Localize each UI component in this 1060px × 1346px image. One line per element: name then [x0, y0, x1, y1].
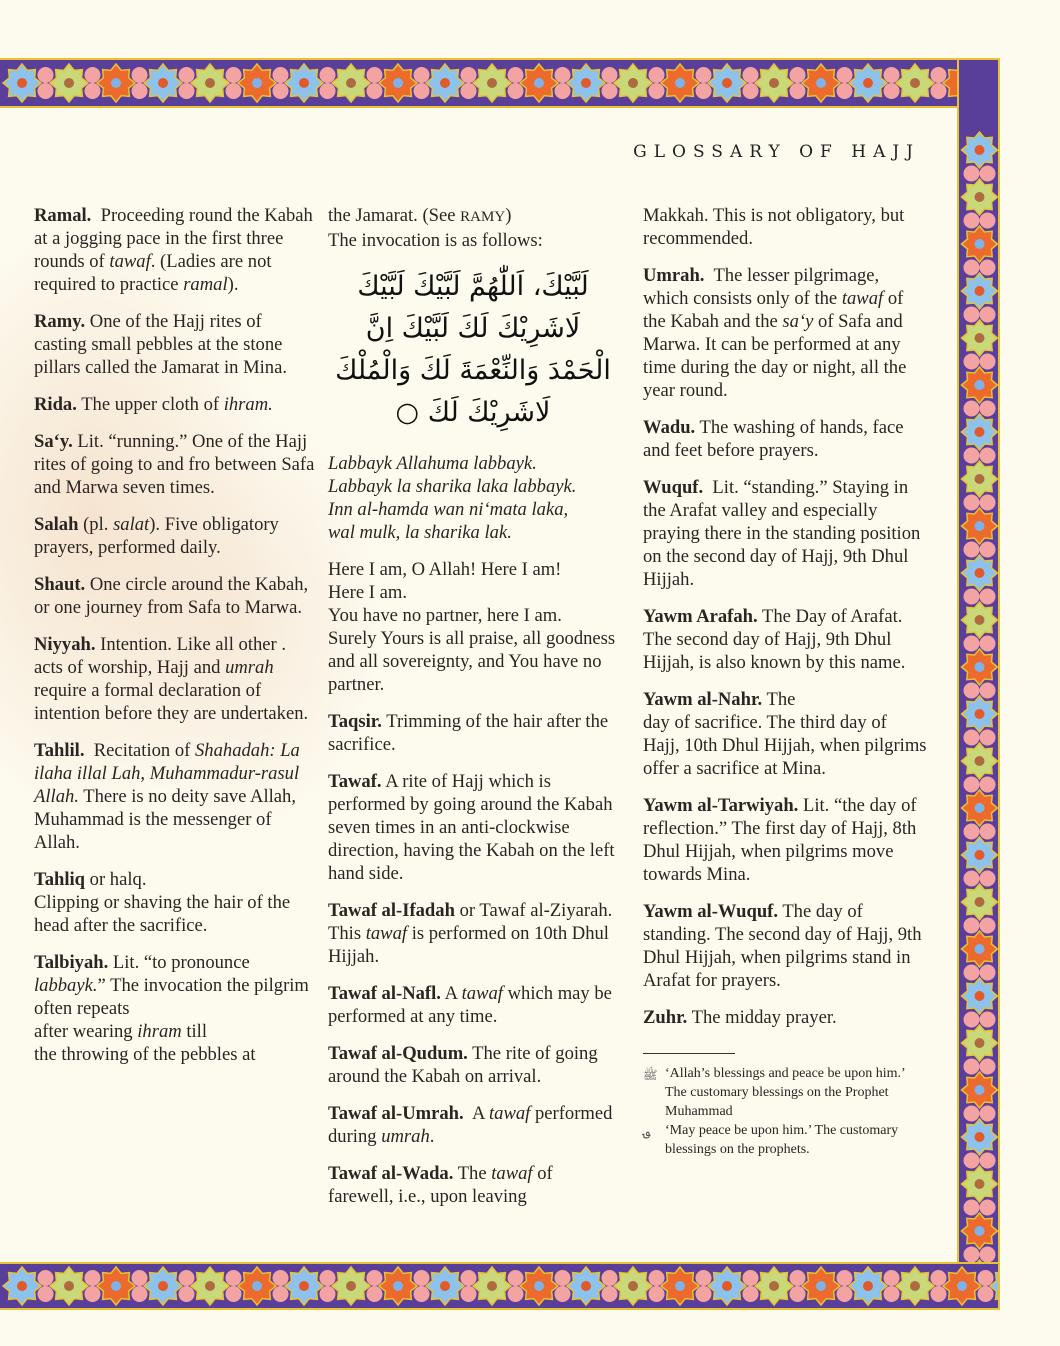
pink-lobe: [980, 871, 996, 887]
entry-talbiyah: Talbiyah. Lit. “to pronounce labbayk.” The invocation the pilgrim often repeats after wearing ihram till the throwing of the pebbles at: [34, 952, 309, 1065]
talbiyah-continuation: the Jamarat. (See RAMY) The invocation is as follows:: [328, 205, 543, 251]
star-tile: [520, 64, 558, 102]
pink-lobe: [226, 67, 242, 83]
pink-lobe: [461, 67, 477, 83]
pink-lobe: [964, 918, 980, 934]
entry-zuhr: Zuhr. The midday prayer.: [643, 1007, 837, 1028]
pink-lobe: [179, 1286, 195, 1302]
entry-tawaf-al-nafl: Tawaf al-Nafl. A tawaf which may be performed at any time.: [328, 983, 612, 1027]
star-tile: [962, 884, 998, 920]
pink-lobe: [320, 1286, 336, 1302]
star-tile: [962, 1166, 998, 1202]
star-tile: [661, 64, 699, 102]
pink-lobe: [980, 213, 996, 229]
star-tile: [962, 367, 998, 403]
pink-lobe: [461, 1286, 477, 1302]
entry-tawaf-al-qudum: Tawaf al-Qudum. The rite of going around the Kabah on arrival.: [328, 1043, 598, 1087]
star-tile: [332, 64, 370, 102]
pink-lobe: [980, 777, 996, 793]
pink-lobe: [508, 1286, 524, 1302]
pink-lobe: [132, 1270, 148, 1286]
pink-lobe: [367, 83, 383, 99]
star-tile: [144, 1267, 182, 1305]
entry-taqsir: Taqsir. Trimming of the hair after the sacrifice.: [328, 711, 609, 755]
pink-lobe: [964, 730, 980, 746]
glossary-column-1: [34, 204, 319, 1080]
pink-lobe: [414, 1270, 430, 1286]
pink-lobe: [980, 166, 996, 182]
entry-yawm-al-tarwiyah: Yawm al-Tarwiyah. Lit. “the day of reflection.” The first day of Hajj, 8th Dhul Hijjah, when pilgrims move towards Mina.: [643, 795, 917, 885]
pink-lobe: [964, 166, 980, 182]
footnote-divider: [643, 1053, 735, 1054]
pink-lobe: [179, 1270, 195, 1286]
pink-lobe: [884, 83, 900, 99]
pink-lobe: [38, 67, 54, 83]
pink-lobe: [508, 1270, 524, 1286]
salawat-symbol-icon: ﷺ: [643, 1068, 658, 1082]
star-tile: [614, 64, 652, 102]
pink-lobe: [884, 67, 900, 83]
pink-lobe: [367, 1286, 383, 1302]
star-tile: [426, 1267, 464, 1305]
pink-lobe: [508, 83, 524, 99]
pink-lobe: [964, 1012, 980, 1028]
pink-lobe: [980, 1059, 996, 1075]
pink-lobe: [980, 307, 996, 323]
star-tile: [962, 1072, 998, 1108]
pink-lobe: [964, 307, 980, 323]
pink-lobe: [980, 1012, 996, 1028]
pink-lobe: [273, 1270, 289, 1286]
pink-lobe: [743, 1286, 759, 1302]
border-pattern-bottom: [0, 1264, 1000, 1308]
pink-lobe: [179, 67, 195, 83]
star-tile: [614, 1267, 652, 1305]
pink-lobe: [132, 1286, 148, 1302]
pink-lobe: [649, 67, 665, 83]
star-tile: [144, 64, 182, 102]
pink-lobe: [38, 1286, 54, 1302]
star-tile: [708, 1267, 746, 1305]
pink-lobe: [367, 1270, 383, 1286]
star-tile: [191, 64, 229, 102]
glossary-column-3: [643, 204, 928, 1159]
star-tile: [943, 1267, 981, 1305]
star-tile: [332, 1267, 370, 1305]
pink-lobe: [273, 83, 289, 99]
pink-lobe: [980, 1247, 996, 1263]
star-tile: [962, 461, 998, 497]
star-tile: [849, 64, 887, 102]
entry-umrah: Umrah. The lesser pilgrimage, which consists only of the tawaf of the Kabah and the sa‘y of Safa and Marwa. It can be performed at any time during the day or night, all the year round.: [643, 265, 907, 401]
star-tile: [962, 508, 998, 544]
entry-tahlil: Tahlil. Recitation of Shahadah: La ilaha illal Lah, Muhammadur-rasul Allah. There is no deity save Allah, Muhammad is the messenger of Allah.: [34, 740, 300, 853]
pink-lobe: [964, 1247, 980, 1263]
entry-rida: Rida. The upper cloth of ihram.: [34, 394, 273, 415]
entry-tawaf-al-ifadah: Tawaf al-Ifadah or Tawaf al-Ziyarah. This tawaf is performed on 10th Dhul Hijjah.: [328, 900, 613, 967]
pink-lobe: [696, 83, 712, 99]
pink-lobe: [837, 1286, 853, 1302]
entry-tahliq: Tahliq or halq. Clipping or shaving the hair of the head after the sacrifice.: [34, 869, 291, 936]
star-tile: [962, 1213, 998, 1249]
star-tile: [802, 1267, 840, 1305]
pink-lobe: [602, 67, 618, 83]
entry-tawaf-al-umrah: Tawaf al-Umrah. A tawaf performed during umrah.: [328, 1103, 613, 1147]
pink-lobe: [696, 1286, 712, 1302]
pink-lobe: [226, 1270, 242, 1286]
star-tile: [962, 555, 998, 591]
star-tile: [849, 1267, 887, 1305]
pink-lobe: [555, 67, 571, 83]
pink-lobe: [978, 1270, 994, 1286]
pink-lobe: [743, 1270, 759, 1286]
pink-lobe: [38, 1270, 54, 1286]
pink-lobe: [461, 83, 477, 99]
pink-lobe: [980, 1200, 996, 1216]
pink-lobe: [414, 67, 430, 83]
star-tile: [896, 1267, 934, 1305]
pink-lobe: [980, 448, 996, 464]
star-tile: [567, 64, 605, 102]
star-tile: [50, 64, 88, 102]
pink-lobe: [980, 636, 996, 652]
star-tile: [962, 978, 998, 1014]
star-tile: [896, 64, 934, 102]
page-title: GLOSSARY OF HAJJ: [633, 142, 920, 162]
entry-wadu: Wadu. The washing of hands, face and feet before prayers.: [643, 417, 904, 461]
entry-niyyah: Niyyah. Intention. Like all other . acts of worship, Hajj and umrah require a formal declaration of intention before they are undertaken.: [34, 634, 309, 724]
pink-lobe: [790, 83, 806, 99]
star-tile: [379, 64, 417, 102]
border-pattern-top: [0, 60, 1000, 106]
pink-lobe: [837, 67, 853, 83]
pink-lobe: [367, 67, 383, 83]
pink-lobe: [696, 67, 712, 83]
star-tile: [962, 602, 998, 638]
star-tile: [285, 1267, 323, 1305]
pink-lobe: [931, 83, 947, 99]
cross-reference-ramy: RAMY: [460, 209, 506, 225]
pink-lobe: [964, 260, 980, 276]
pink-lobe: [964, 1106, 980, 1122]
pink-lobe: [964, 965, 980, 981]
pink-lobe: [414, 83, 430, 99]
pink-lobe: [980, 542, 996, 558]
star-tile: [755, 1267, 793, 1305]
entry-yawm-al-wuquf: Yawm al-Wuquf. The day of standing. The second day of Hajj, 9th Dhul Hijjah, when pilgrims stand in Arafat for prayers.: [643, 901, 922, 991]
pink-lobe: [649, 1270, 665, 1286]
footnote-2: ؈ ‘May peace be upon him.’ The customary blessings on the prophets.: [643, 1123, 899, 1157]
pink-lobe: [980, 730, 996, 746]
pink-lobe: [132, 67, 148, 83]
star-tile: [238, 1267, 276, 1305]
pink-lobe: [980, 824, 996, 840]
pink-lobe: [964, 636, 980, 652]
star-tile: [285, 64, 323, 102]
star-tile: [962, 931, 998, 967]
pink-lobe: [980, 1106, 996, 1122]
pink-lobe: [931, 67, 947, 83]
star-tile: [962, 226, 998, 262]
pink-lobe: [320, 67, 336, 83]
star-tile: [473, 64, 511, 102]
pink-lobe: [931, 1286, 947, 1302]
translation: Here I am, O Allah! Here I am! Here I am. You have no partner, here I am. Surely Yours is all praise, all goodness and all sovereignty, and You have no partner.: [328, 559, 616, 695]
pink-lobe: [837, 1270, 853, 1286]
star-tile: [97, 64, 135, 102]
pink-lobe: [964, 683, 980, 699]
pink-lobe: [980, 683, 996, 699]
star-tile: [962, 132, 998, 168]
star-tile: [661, 1267, 699, 1305]
pink-lobe: [884, 1270, 900, 1286]
pink-lobe: [461, 1270, 477, 1286]
star-tile: [755, 64, 793, 102]
star-tile: [426, 64, 464, 102]
entry-yawm-arafah: Yawm Arafah. The Day of Arafat. The second day of Hajj, 9th Dhul Hijjah, is also known by this name.: [643, 606, 906, 673]
pink-lobe: [964, 871, 980, 887]
pink-lobe: [38, 83, 54, 99]
pink-lobe: [414, 1286, 430, 1302]
pink-lobe: [837, 83, 853, 99]
pink-lobe: [964, 777, 980, 793]
pink-lobe: [964, 824, 980, 840]
star-tile: [962, 414, 998, 450]
pink-lobe: [980, 354, 996, 370]
pink-lobe: [964, 495, 980, 511]
star-tile: [3, 1267, 41, 1305]
star-tile: [962, 1025, 998, 1061]
pink-lobe: [964, 1153, 980, 1169]
pink-lobe: [226, 1286, 242, 1302]
pink-lobe: [743, 67, 759, 83]
footnote-1: ﷺ ‘Allah’s blessings and peace be upon him.’ The customary blessings on the Prophet Muhammad: [643, 1066, 905, 1119]
pink-lobe: [964, 448, 980, 464]
pink-lobe: [980, 589, 996, 605]
entry-ramal: Ramal. Proceeding round the Kabah at a jogging pace in the first three rounds of tawaf. (Ladies are not required to practice ramal).: [34, 205, 313, 295]
entry-salah: Salah (pl. salat). Five obligatory prayers, performed daily.: [34, 514, 279, 558]
pink-lobe: [320, 83, 336, 99]
star-tile: [238, 64, 276, 102]
star-tile: [802, 64, 840, 102]
pink-lobe: [980, 1153, 996, 1169]
star-tile: [990, 1267, 1000, 1305]
ornamental-border-right: [957, 58, 1000, 1310]
alayhi-salam-symbol-icon: ؈: [643, 1125, 651, 1139]
star-tile: [962, 743, 998, 779]
pink-lobe: [964, 213, 980, 229]
arabic-invocation: لَبَّيْكَ، اَللّٰهُمَّ لَبَّيْكَ لَبَّيْكَ لَاشَرِيْكَ لَكَ لَبَّيْكَ اِنَّ الْحَمْدَ وَالنِّعْمَةَ لَكَ وَالْمُلْكَ لَاشَرِيْكَ لَكَ ○: [335, 271, 611, 428]
pink-lobe: [931, 1270, 947, 1286]
entry-yawm-al-nahr: Yawm al-Nahr. The day of sacrifice. The third day of Hajj, 10th Dhul Hijjah, when pilgrims offer a sacrifice at Mina.: [643, 689, 927, 779]
pink-lobe: [132, 83, 148, 99]
star-tile: [50, 1267, 88, 1305]
pink-lobe: [320, 1270, 336, 1286]
pink-lobe: [273, 67, 289, 83]
pink-lobe: [980, 401, 996, 417]
pink-lobe: [649, 1286, 665, 1302]
transliteration: Labbayk Allahuma labbayk. Labbayk la sharika laka labbayk. Inn al-hamda wan ni‘mata laka, wal mulk, la sharika lak.: [328, 453, 577, 543]
pink-lobe: [649, 83, 665, 99]
pink-lobe: [980, 918, 996, 934]
star-tile: [962, 696, 998, 732]
pink-lobe: [179, 83, 195, 99]
star-tile: [97, 1267, 135, 1305]
entry-say: Sa‘y. Lit. “running.” One of the Hajj rites of going to and fro between Safa and Marwa seven times.: [34, 431, 315, 498]
star-tile: [379, 1267, 417, 1305]
pink-lobe: [226, 83, 242, 99]
entry-shaut: Shaut. One circle around the Kabah, or one journey from Safa to Marwa.: [34, 574, 309, 618]
pink-lobe: [980, 965, 996, 981]
pink-lobe: [555, 1270, 571, 1286]
star-tile: [962, 837, 998, 873]
tawaf-al-wada-continuation: Makkah. This is not obligatory, but recommended.: [643, 205, 905, 249]
ornamental-border-top: [0, 58, 1000, 108]
pink-lobe: [85, 67, 101, 83]
star-tile: [962, 1119, 998, 1155]
pink-lobe: [964, 1059, 980, 1075]
pink-lobe: [980, 495, 996, 511]
pink-lobe: [273, 1286, 289, 1302]
ornamental-border-bottom: [0, 1262, 1000, 1310]
entry-ramy: Ramy. One of the Hajj rites of casting small pebbles at the stone pillars called the Jamarat in Mina.: [34, 311, 287, 378]
entry-tawaf-al-wada: Tawaf al-Wada. The tawaf of farewell, i.e., upon leaving: [328, 1163, 553, 1207]
pink-lobe: [602, 83, 618, 99]
pink-lobe: [555, 1286, 571, 1302]
entry-wuquf: Wuquf. Lit. “standing.” Staying in the Arafat valley and especially praying there in the standing position on the second day of Hajj, 9th Dhul Hijjah.: [643, 477, 921, 590]
entry-tawaf: Tawaf. A rite of Hajj which is performed by going around the Kabah seven times in an anti-clockwise direction, having the Kabah on the left hand side.: [328, 771, 615, 884]
pink-lobe: [602, 1270, 618, 1286]
pink-lobe: [964, 1200, 980, 1216]
pink-lobe: [978, 1286, 994, 1302]
star-tile: [962, 179, 998, 215]
pink-lobe: [696, 1270, 712, 1286]
star-tile: [567, 1267, 605, 1305]
pink-lobe: [790, 1286, 806, 1302]
glossary-column-2: [328, 204, 618, 1222]
star-tile: [962, 790, 998, 826]
star-tile: [520, 1267, 558, 1305]
pink-lobe: [964, 542, 980, 558]
pink-lobe: [884, 1286, 900, 1302]
pink-lobe: [85, 1286, 101, 1302]
border-pattern-right: [959, 60, 1000, 1308]
star-tile: [3, 64, 41, 102]
pink-lobe: [790, 1270, 806, 1286]
star-tile: [962, 649, 998, 685]
pink-lobe: [602, 1286, 618, 1302]
star-tile: [962, 320, 998, 356]
pink-lobe: [964, 401, 980, 417]
pink-lobe: [555, 83, 571, 99]
star-tile: [962, 273, 998, 309]
pink-lobe: [85, 1270, 101, 1286]
pink-lobe: [790, 67, 806, 83]
pink-lobe: [743, 83, 759, 99]
star-tile: [191, 1267, 229, 1305]
pink-lobe: [980, 260, 996, 276]
pink-lobe: [508, 67, 524, 83]
star-tile: [708, 64, 746, 102]
star-tile: [473, 1267, 511, 1305]
pink-lobe: [964, 354, 980, 370]
pink-lobe: [964, 589, 980, 605]
pink-lobe: [85, 83, 101, 99]
